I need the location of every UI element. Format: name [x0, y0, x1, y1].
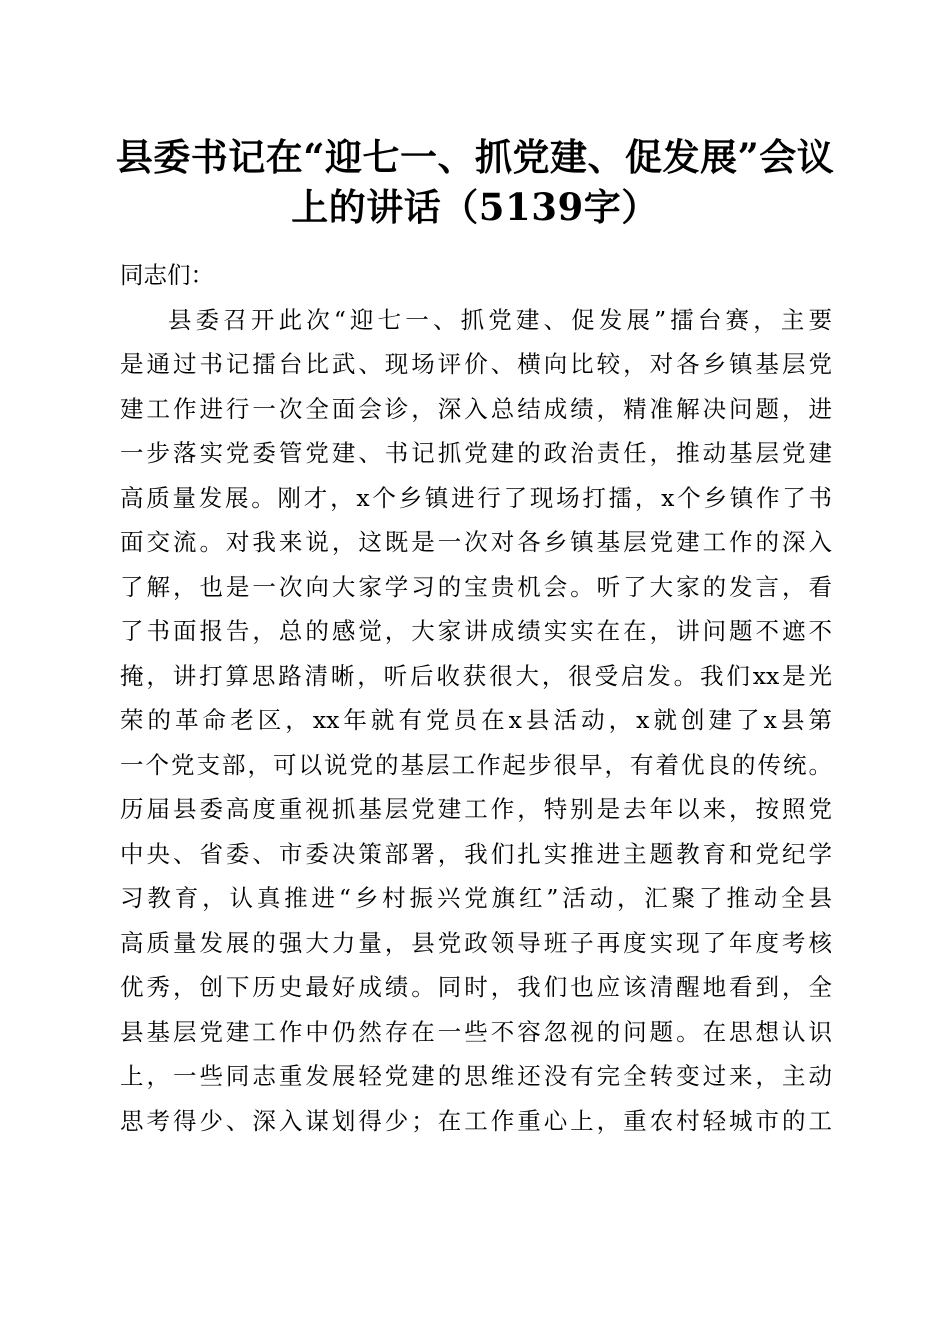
paragraph-line: 中央、省委、市委决策部署，我们扎实推进主题教育和党纪学: [120, 839, 832, 868]
paragraph-line: 县基层党建工作中仍然存在一些不容忽视的问题。在思想认识: [120, 1017, 832, 1046]
speech-body: [120, 253, 832, 1143]
paragraph-line: 荣的革命老区，xx年就有党员在x县活动，x就创建了x县第: [120, 706, 832, 734]
document-title: [110, 132, 840, 232]
paragraph-line: 历届县委高度重视抓基层党建工作，特别是去年以来，按照党: [120, 795, 832, 823]
paragraph-line: 一步落实党委管党建、书记抓党建的政治责任，推动基层党建: [120, 439, 832, 467]
paragraph-line: 思考得少、深入谋划得少；在工作重心上，重农村轻城市的工: [120, 1106, 832, 1135]
paragraph-line: 高质量发展的强大力量，县党政领导班子再度实现了年度考核: [120, 928, 832, 957]
paragraph-line: 了书面报告，总的感觉，大家讲成绩实实在在，讲问题不遮不: [120, 617, 832, 645]
paragraph-line: 建工作进行一次全面会诊，深入总结成绩，精准解决问题，进: [120, 394, 832, 423]
paragraph-line: 了解，也是一次向大家学习的宝贵机会。听了大家的发言，看: [120, 572, 832, 601]
paragraph-line: 面交流。对我来说，这既是一次对各乡镇基层党建工作的深入: [120, 528, 832, 556]
paragraph-line: 习教育，认真推进“乡村振兴党旗红”活动，汇聚了推动全县: [120, 884, 832, 912]
paragraph-line: 上，一些同志重发展轻党建的思维还没有完全转变过来，主动: [120, 1062, 832, 1090]
salutation: 同志们：: [120, 261, 214, 289]
paragraph-line: 掩，讲打算思路清晰，听后收获很大，很受启发。我们xx是光: [120, 661, 832, 690]
paragraph-line: 县委召开此次“迎七一、抓党建、促发展”擂台赛，主要: [168, 305, 832, 334]
paragraph-line: 优秀，创下历史最好成绩。同时，我们也应该清醒地看到，全: [120, 973, 832, 1001]
paragraph-line: 是通过书记擂台比武、现场评价、横向比较，对各乡镇基层党: [120, 350, 832, 378]
paragraph-line: 一个党支部，可以说党的基层工作起步很早，有着优良的传统。: [120, 750, 832, 779]
paragraph-line: 高质量发展。刚才，x个乡镇进行了现场打擂，x个乡镇作了书: [120, 483, 832, 512]
title-line-1: 县委书记在“迎七一、抓党建、促发展”会议: [115, 135, 835, 179]
title-line-2: 上的讲话（5139字）: [291, 185, 659, 229]
